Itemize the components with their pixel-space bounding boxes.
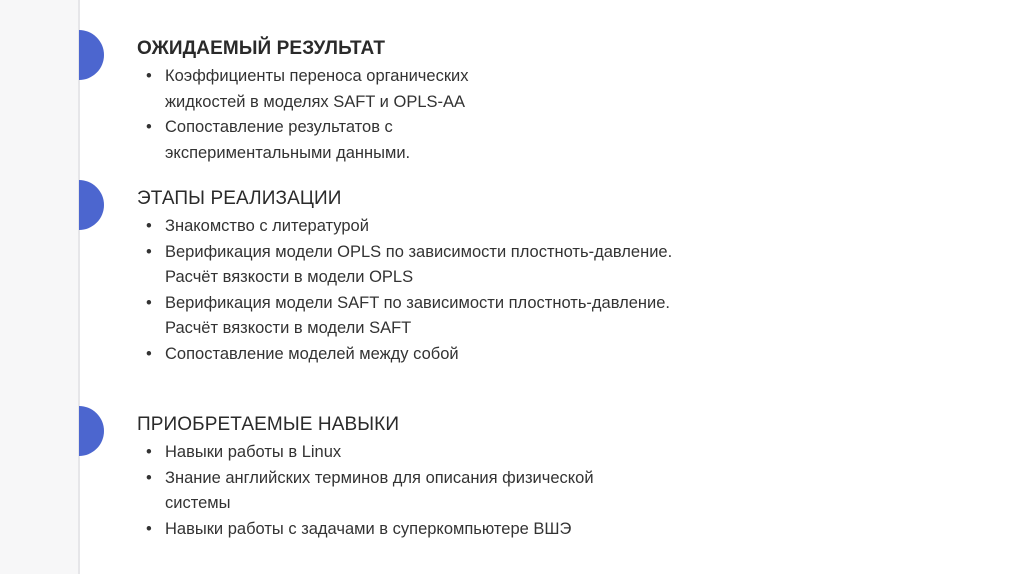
- section-acquired-skills: [137, 412, 857, 542]
- list-item: [137, 440, 857, 466]
- list-item-line: жидкостей в моделях SAFT и OPLS-AA: [165, 92, 466, 111]
- list-item: [137, 466, 857, 517]
- section-expected-result: [137, 36, 857, 166]
- bullet-list: [137, 440, 857, 542]
- section-implementation-stages: [137, 186, 857, 368]
- list-item-line: • Сопоставление результатов с: [165, 118, 393, 137]
- list-item-line: системы: [165, 494, 231, 513]
- bullet-list: [137, 214, 857, 368]
- section-heading: ПРИОБРЕТАЕМЫЕ НАВЫКИ: [137, 414, 400, 435]
- section-heading: ОЖИДАЕМЫЙ РЕЗУЛЬТАТ: [137, 38, 386, 59]
- rail-divider: [78, 0, 80, 574]
- list-item: [137, 64, 857, 115]
- list-item-line: • Верификация модели OPLS по зависимости плостноть-давление.: [165, 242, 673, 261]
- list-item: [137, 214, 857, 240]
- list-item: [137, 240, 857, 291]
- left-rail: [0, 0, 78, 574]
- list-item-line: • Сопоставление моделей между собой: [165, 344, 459, 363]
- list-item-line: • Знание английских терминов для описания физической: [165, 468, 594, 487]
- list-item: [137, 342, 857, 368]
- list-item-line: • Знакомство с литературой: [165, 217, 369, 235]
- list-item-line: • Коэффициенты переноса органических: [165, 67, 469, 85]
- list-item-line: Расчёт вязкости в модели SAFT: [165, 319, 412, 338]
- list-item: [137, 517, 857, 543]
- list-item-line: экспериментальными данными.: [165, 143, 411, 162]
- list-item: [137, 115, 857, 166]
- list-item-line: • Навыки работы с задачами в суперкомпьютере ВШЭ: [165, 519, 572, 538]
- list-item: [137, 291, 857, 342]
- bullet-list: [137, 64, 857, 166]
- section-heading: ЭТАПЫ РЕАЛИЗАЦИИ: [137, 188, 342, 209]
- list-item-line: Расчёт вязкости в модели OPLS: [165, 268, 414, 287]
- list-item-line: • Навыки работы в Linux: [165, 443, 342, 461]
- list-item-line: • Верификация модели SAFT по зависимости плостноть-давление.: [165, 293, 671, 312]
